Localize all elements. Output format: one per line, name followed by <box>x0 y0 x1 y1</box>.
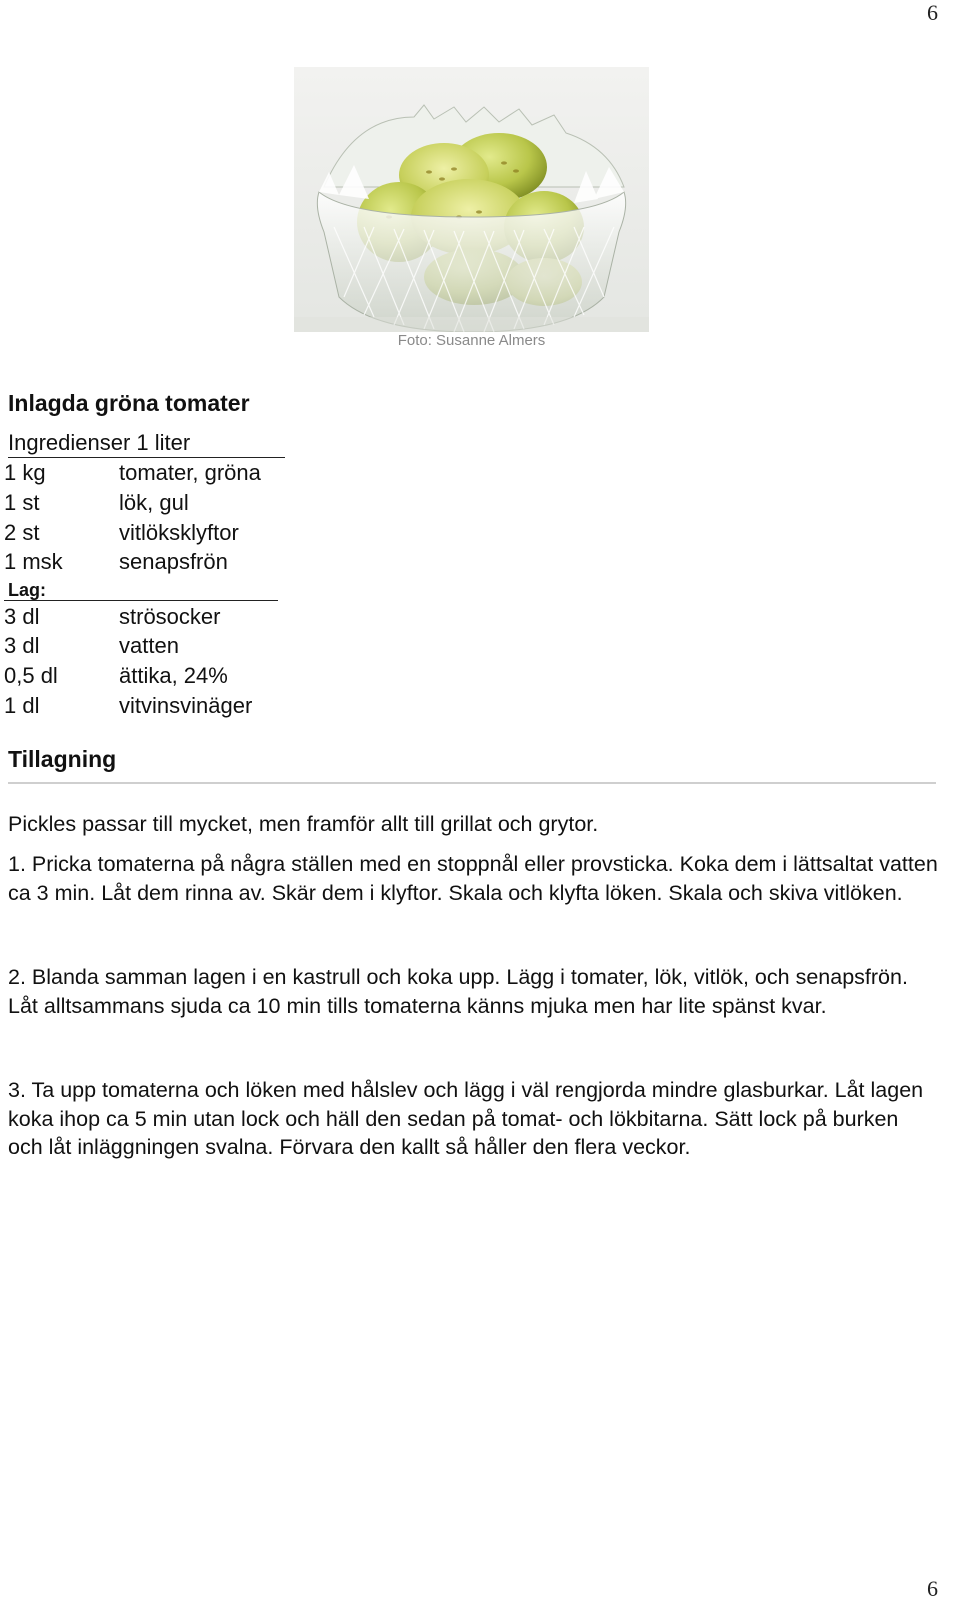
ingredient-quantity: 1 dl <box>4 693 40 718</box>
ingredient-quantity: 1 st <box>4 490 40 515</box>
recipe-title: Inlagda gröna tomater <box>8 390 250 416</box>
preparation-step-1: 1. Pricka tomaterna på några ställen med en stoppnål eller provsticka. Koka dem i lättsaltat vatten ca 3 min. Låt dem rinna av. Skär dem i klyftor. Skala och klyfta löken. Skala och skiva vitlöken. <box>8 852 938 905</box>
preparation-step-2: 2. Blanda samman lagen i en kastrull och koka upp. Lägg i tomater, lök, vitlök, och senapsfrön. Låt alltsammans sjuda ca 10 min tills tomaterna känns mjuka men har lite spänst kvar. <box>8 965 908 1018</box>
ingredient-quantity: 3 dl <box>4 604 40 629</box>
recipe-photo <box>294 67 649 332</box>
ingredient-name: ättika, 24% <box>119 663 228 688</box>
ingredient-name: vitlöksklyftor <box>119 520 239 545</box>
pickled-tomatoes-image <box>294 67 649 332</box>
ingredient-quantity: 1 msk <box>4 549 63 574</box>
brine-heading: Lag: <box>4 580 278 601</box>
ingredient-name: strösocker <box>119 604 221 629</box>
ingredients-heading: Ingredienser 1 liter <box>8 430 285 458</box>
photo-caption: Foto: Susanne Almers <box>397 332 546 349</box>
page-number-top: 6 <box>927 0 938 25</box>
ingredient-name: lök, gul <box>119 490 189 515</box>
ingredient-name: tomater, gröna <box>119 460 261 485</box>
ingredient-name: vitvinsvinäger <box>119 693 253 718</box>
ingredient-quantity: 0,5 dl <box>4 663 58 688</box>
section-divider <box>8 782 936 784</box>
ingredient-name: senapsfrön <box>119 549 228 574</box>
ingredient-name: vatten <box>119 633 179 658</box>
ingredient-quantity: 1 kg <box>4 460 46 485</box>
preparation-step-3: 3. Ta upp tomaterna och löken med hålslev och lägg i väl rengjorda mindre glasburkar. Låt lagen koka ihop ca 5 min utan lock och häll den sedan på tomat- och lökbitarna. Sätt lock på burken och låt inläggningen svalna. Förvara den kallt så håller den flera veckor. <box>8 1078 924 1159</box>
ingredient-quantity: 2 st <box>4 520 40 545</box>
ingredient-quantity: 3 dl <box>4 633 40 658</box>
page-number-bottom: 6 <box>927 1576 938 1601</box>
preparation-intro: Pickles passar till mycket, men framför allt till grillat och grytor. <box>8 812 599 836</box>
preparation-heading: Tillagning <box>8 746 117 772</box>
